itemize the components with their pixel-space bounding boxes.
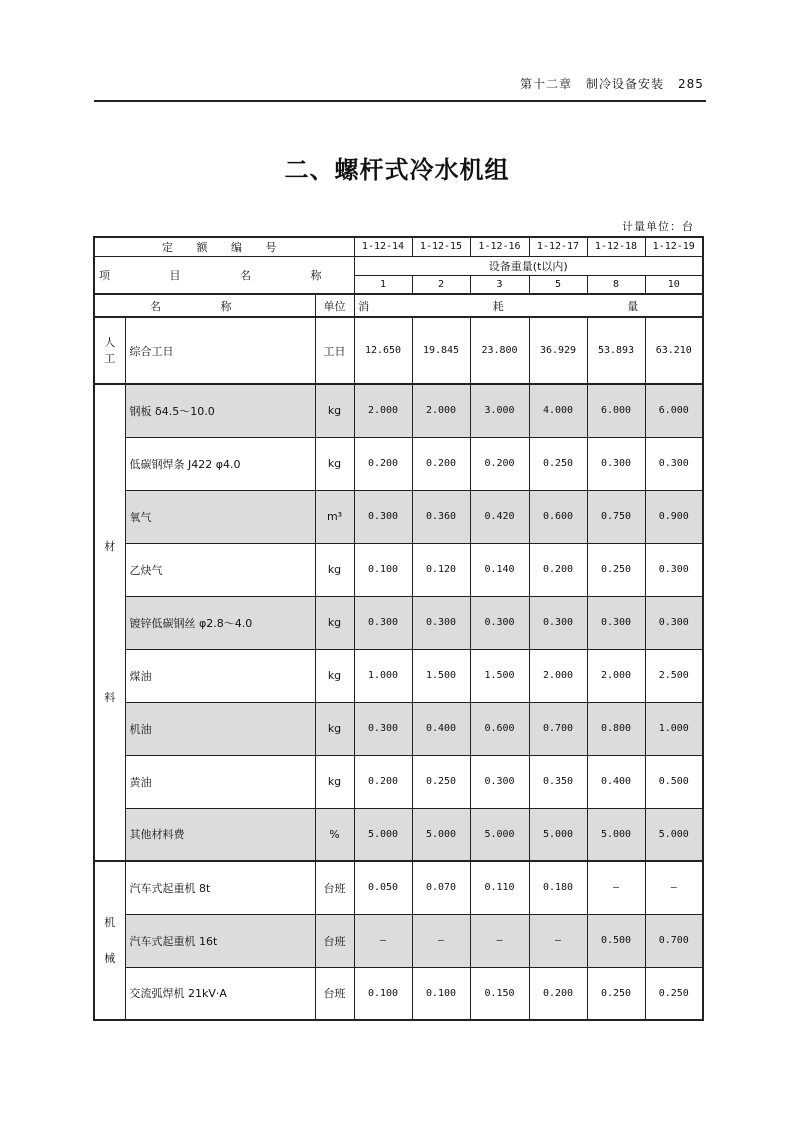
value-cell: 2.000 bbox=[529, 649, 587, 702]
value-cell: 63.210 bbox=[645, 317, 703, 384]
value-cell: 23.800 bbox=[470, 317, 529, 384]
value-cell: 0.750 bbox=[587, 490, 645, 543]
value-cell: 19.845 bbox=[412, 317, 470, 384]
value-cell: 0.300 bbox=[645, 543, 703, 596]
value-cell: 6.000 bbox=[645, 384, 703, 437]
table-row bbox=[94, 755, 703, 808]
table-row bbox=[94, 967, 703, 1020]
table-row bbox=[94, 596, 703, 649]
value-cell: 12.650 bbox=[354, 317, 412, 384]
weight-cell: 3 bbox=[470, 275, 529, 294]
value-cell: 4.000 bbox=[529, 384, 587, 437]
item-unit: m³ bbox=[315, 490, 354, 543]
unit-note: 计量单位：台 bbox=[622, 220, 694, 233]
item-unit: kg bbox=[315, 755, 354, 808]
value-cell: 0.300 bbox=[354, 490, 412, 543]
code-cell: 1-12-15 bbox=[412, 237, 470, 256]
item-name: 煤油 bbox=[125, 649, 315, 702]
item-unit: kg bbox=[315, 437, 354, 490]
value-cell: 0.300 bbox=[587, 596, 645, 649]
table-row bbox=[94, 649, 703, 702]
value-cell: 0.250 bbox=[412, 755, 470, 808]
value-cell: 2.500 bbox=[645, 649, 703, 702]
value-cell: 5.000 bbox=[645, 808, 703, 861]
value-cell: 0.400 bbox=[587, 755, 645, 808]
header-rule bbox=[94, 100, 706, 102]
value-cell: 0.110 bbox=[470, 861, 529, 914]
value-cell: 5.000 bbox=[412, 808, 470, 861]
value-cell: — bbox=[645, 861, 703, 914]
value-cell: 5.000 bbox=[587, 808, 645, 861]
value-cell: 0.300 bbox=[529, 596, 587, 649]
value-cell: 36.929 bbox=[529, 317, 587, 384]
value-cell: 1.500 bbox=[412, 649, 470, 702]
value-cell: 0.200 bbox=[529, 967, 587, 1020]
category-labor: 人 工 bbox=[94, 317, 125, 384]
item-unit: 台班 bbox=[315, 861, 354, 914]
table-row bbox=[94, 702, 703, 755]
value-cell: 0.350 bbox=[529, 755, 587, 808]
value-cell: 0.300 bbox=[587, 437, 645, 490]
value-cell: 0.180 bbox=[529, 861, 587, 914]
section-label: 制冷设备安装 bbox=[586, 77, 665, 91]
weight-cell: 5 bbox=[529, 275, 587, 294]
item-unit: kg bbox=[315, 384, 354, 437]
value-cell: 0.070 bbox=[412, 861, 470, 914]
value-cell: — bbox=[470, 914, 529, 967]
item-name: 黄油 bbox=[125, 755, 315, 808]
table-row bbox=[94, 437, 703, 490]
item-unit: kg bbox=[315, 596, 354, 649]
page-title: 二、螺杆式冷水机组 bbox=[284, 156, 510, 184]
value-cell: 1.000 bbox=[645, 702, 703, 755]
value-cell: — bbox=[529, 914, 587, 967]
table-row bbox=[94, 914, 703, 967]
item-unit: 工日 bbox=[315, 317, 354, 384]
item-name: 其他材料费 bbox=[125, 808, 315, 861]
item-name: 汽车式起重机 8t bbox=[125, 861, 315, 914]
page-header bbox=[520, 75, 718, 92]
weight-cell: 8 bbox=[587, 275, 645, 294]
value-cell: 1.000 bbox=[354, 649, 412, 702]
value-cell: 0.250 bbox=[587, 967, 645, 1020]
item-name: 氧气 bbox=[125, 490, 315, 543]
table-row bbox=[94, 861, 703, 914]
table-row bbox=[94, 543, 703, 596]
name-label: 名 称 bbox=[94, 294, 315, 317]
item-label: 项 目 名 称 bbox=[94, 256, 354, 294]
value-cell: 0.300 bbox=[412, 596, 470, 649]
code-cell: 1-12-16 bbox=[470, 237, 529, 256]
value-cell: 0.100 bbox=[354, 543, 412, 596]
weight-label-row bbox=[94, 256, 703, 275]
value-cell: — bbox=[354, 914, 412, 967]
item-unit: kg bbox=[315, 543, 354, 596]
table-row bbox=[94, 490, 703, 543]
value-cell: 0.120 bbox=[412, 543, 470, 596]
value-cell: 0.420 bbox=[470, 490, 529, 543]
value-cell: 2.000 bbox=[412, 384, 470, 437]
value-cell: 0.140 bbox=[470, 543, 529, 596]
value-cell: 2.000 bbox=[587, 649, 645, 702]
value-cell: 0.600 bbox=[470, 702, 529, 755]
value-cell: 0.150 bbox=[470, 967, 529, 1020]
category-machine: 机 械 bbox=[94, 861, 125, 1020]
unit-label: 单位 bbox=[315, 294, 354, 317]
value-cell: 0.250 bbox=[645, 967, 703, 1020]
code-label: 定 额 编 号 bbox=[94, 237, 354, 256]
value-cell: 0.100 bbox=[354, 967, 412, 1020]
weight-cell: 1 bbox=[354, 275, 412, 294]
value-cell: 0.900 bbox=[645, 490, 703, 543]
value-cell: 0.300 bbox=[645, 596, 703, 649]
item-unit: kg bbox=[315, 649, 354, 702]
consumption-label: 消 耗 量 bbox=[354, 294, 703, 317]
item-name: 机油 bbox=[125, 702, 315, 755]
chapter-label: 第十二章 bbox=[520, 77, 573, 91]
value-cell: 0.200 bbox=[354, 755, 412, 808]
value-cell: 0.200 bbox=[529, 543, 587, 596]
value-cell: 0.300 bbox=[470, 596, 529, 649]
item-name: 汽车式起重机 16t bbox=[125, 914, 315, 967]
item-name: 低碳钢焊条 J422 φ4.0 bbox=[125, 437, 315, 490]
value-cell: — bbox=[412, 914, 470, 967]
value-cell: 0.200 bbox=[354, 437, 412, 490]
value-cell: 0.800 bbox=[587, 702, 645, 755]
value-cell: 0.700 bbox=[529, 702, 587, 755]
value-cell: 5.000 bbox=[529, 808, 587, 861]
value-cell: 0.600 bbox=[529, 490, 587, 543]
value-cell: 0.500 bbox=[645, 755, 703, 808]
item-unit: 台班 bbox=[315, 914, 354, 967]
value-cell: 0.360 bbox=[412, 490, 470, 543]
code-cell: 1-12-19 bbox=[645, 237, 703, 256]
value-cell: 0.300 bbox=[354, 702, 412, 755]
value-cell: 5.000 bbox=[470, 808, 529, 861]
value-cell: 3.000 bbox=[470, 384, 529, 437]
item-name: 镀锌低碳钢丝 φ2.8～4.0 bbox=[125, 596, 315, 649]
value-cell: 0.100 bbox=[412, 967, 470, 1020]
category-material: 材 料 bbox=[94, 384, 125, 861]
code-row bbox=[94, 237, 703, 256]
value-cell: 0.700 bbox=[645, 914, 703, 967]
value-cell: 0.300 bbox=[354, 596, 412, 649]
weight-cell: 2 bbox=[412, 275, 470, 294]
value-cell: 53.893 bbox=[587, 317, 645, 384]
weight-label: 设备重量(t以内) bbox=[354, 256, 703, 275]
code-cell: 1-12-17 bbox=[529, 237, 587, 256]
code-cell: 1-12-18 bbox=[587, 237, 645, 256]
value-cell: 0.400 bbox=[412, 702, 470, 755]
value-cell: 0.250 bbox=[529, 437, 587, 490]
table-row bbox=[94, 384, 703, 437]
item-name: 交流弧焊机 21kV·A bbox=[125, 967, 315, 1020]
item-name: 综合工日 bbox=[125, 317, 315, 384]
weight-cell: 10 bbox=[645, 275, 703, 294]
item-unit: % bbox=[315, 808, 354, 861]
page-number: 285 bbox=[678, 77, 704, 91]
value-cell: 2.000 bbox=[354, 384, 412, 437]
table-row bbox=[94, 317, 703, 384]
value-cell: 6.000 bbox=[587, 384, 645, 437]
value-cell: 0.050 bbox=[354, 861, 412, 914]
value-cell: 0.250 bbox=[587, 543, 645, 596]
value-cell: 1.500 bbox=[470, 649, 529, 702]
quota-table bbox=[93, 236, 704, 1021]
value-cell: 0.300 bbox=[645, 437, 703, 490]
value-cell: 0.200 bbox=[412, 437, 470, 490]
item-name: 乙炔气 bbox=[125, 543, 315, 596]
value-cell: 0.200 bbox=[470, 437, 529, 490]
item-unit: 台班 bbox=[315, 967, 354, 1020]
value-cell: 5.000 bbox=[354, 808, 412, 861]
table-row bbox=[94, 808, 703, 861]
value-cell: — bbox=[587, 861, 645, 914]
item-unit: kg bbox=[315, 702, 354, 755]
column-header-row bbox=[94, 294, 703, 317]
value-cell: 0.300 bbox=[470, 755, 529, 808]
value-cell: 0.500 bbox=[587, 914, 645, 967]
item-name: 钢板 δ4.5～10.0 bbox=[125, 384, 315, 437]
code-cell: 1-12-14 bbox=[354, 237, 412, 256]
